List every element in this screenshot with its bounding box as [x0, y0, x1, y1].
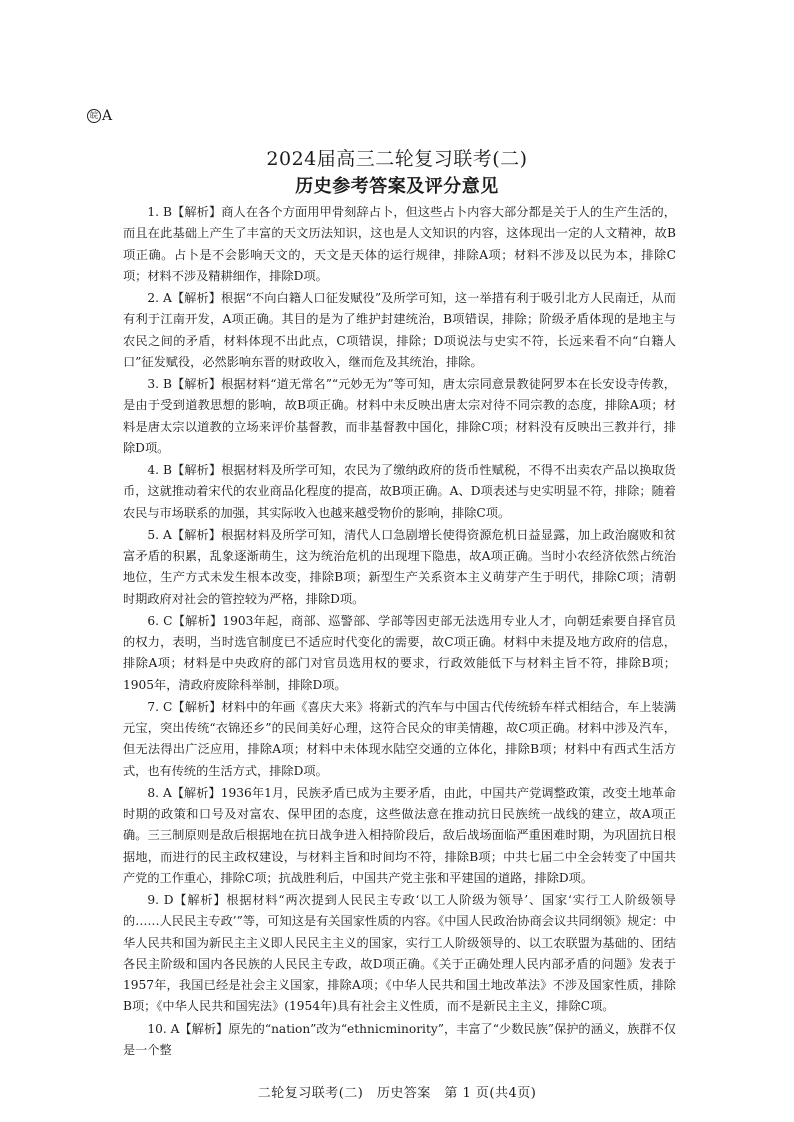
region-seal: 皖: [87, 109, 101, 123]
answer-item-10: 10. A【解析】原先的“nation”改为“ethnicminority”，丰富了“少数民族”保护的涵义，族群不仅是一个整: [123, 1021, 676, 1057]
answer-item-4: 4. B【解析】根据材料及所学可知，农民为了缴纳政府的货币性赋税，不得不出卖农产品以换取货币，这就推动着宋代的农业商品化程度的提高，故B项正确。A、D项表述与史实明显不符，排除；随着农民与市场联系的加强，其实际收入也越来越受物价的影响，排除C项。: [123, 463, 676, 520]
answer-item-6: 6. C【解析】1903年起，商部、巡警部、学部等因吏部无法选用专业人才，向朝廷索要自择官员的权力，表明，当时选官制度已不适应时代变化的需要，故C项正确。材料中未提及地方政府的信息，排除A项；材料是中央政府的部门对官员选用权的要求，行政效能低下与材料主旨不符，排除B项；1905年，清政府废除科举制，排除D项。: [123, 613, 676, 692]
document-subtitle: 历史参考答案及评分意见: [295, 176, 499, 197]
answer-item-2: 2. A【解析】根据“不向白籍人口征发赋役”及所学可知，这一举措有利于吸引北方人民南迁，从而有利于江南开发，A项正确。其目的是为了维护封建统治，B项错误，排除；阶级矛盾体现的是地主与农民之间的矛盾，材料体现不出此点，C项错误，排除；D项说法与史实不符，长远来看不向“白籍人口”征发赋役，必然影响东晋的财政收入，继而危及其统治，排除。: [123, 291, 676, 369]
paper-version-letter: A: [102, 108, 113, 124]
answer-item-9: 9. D【解析】根据材料“两次提到人民民主专政‘以工人阶级为领导’、国家‘实行工人阶级领导的……人民民主专政’”等，可知这是有关国家性质的内容。《中国人民政治协商会议共同纲领》规定：中华人民共和国为新民主主义即人民民主主义的国家，实行工人阶级领导的、以工农联盟为基础的、团结各民主阶级和国内各民族的人民民主专政，故D项正确。《关于正确处理人民内部矛盾的问题》发表于1957年，我国已经是社会主义国家，排除A项；《中华人民共和国土地改革法》不涉及国家性质，排除B项；《中华人民共和国宪法》(1954年)具有社会主义性质，而不是新民主主义，排除C项。: [123, 893, 676, 1014]
page-footer: 二轮复习联考(二) 历史答案 第 1 页(共4页): [257, 1086, 537, 1101]
exam-region-mark: [87, 108, 112, 124]
answer-item-5: 5. A【解析】根据材料及所学可知，清代人口急剧增长使得资源危机日益显露，加上政治腐败和贫富矛盾的积累，乱象逐渐萌生，这为统治危机的出现埋下隐患，故A项正确。当时小农经济依然占统治地位，生产方式未发生根本改变，排除B项；新型生产关系资本主义萌芽产生于明代，排除C项；清朝时期政府对社会的管控较为严格，排除D项。: [123, 527, 676, 606]
answer-item-8: 8. A【解析】1936年1月，民族矛盾已成为主要矛盾，由此，中国共产党调整政策，改变土地革命时期的政策和口号及对富农、保甲团的态度，这些做法意在推动抗日民族统一战线的建立，故A项正确。三三制原则是敌后根据地在抗日战争进入相持阶段后，敌后战场面临严重困难时期，为巩固抗日根据地，而进行的民主政权建设，与材料主旨和时间均不符，排除B项；中共七届二中全会转变了中国共产党的工作重心，排除C项；抗战胜利后，中国共产党主张和平建国的道路，排除D项。: [123, 785, 676, 885]
document-title: 2024届高三二轮复习联考(二): [266, 148, 528, 170]
answer-item-7: 7. C【解析】材料中的年画《喜庆大来》将新式的汽车与中国古代传统轿车样式相结合，车上装满元宝，突出传统“衣锦还乡”的民间美好心理，这符合民众的审美情趣，故C项正确。材料中涉及汽车，但无法得出广泛应用，排除A项；材料中未体现水陆空交通的立体化，排除B项；材料中有西式生活方式，也有传统的生活方式，排除D项。: [123, 699, 676, 778]
answer-item-1: 1. B【解析】商人在各个方面用甲骨刻辞占卜，但这些占卜内容大部分都是关于人的生产生活的，而且在此基础上产生了丰富的天文历法知识，这也是人文知识的内容，这体现出一定的人文精神，故B项正确。占卜是不会影响天文的，天文是天体的运行规律，排除A项；材料不涉及以民为本，排除C项；材料不涉及精耕细作，排除D项。: [123, 205, 676, 283]
answer-list: [123, 202, 676, 1061]
answer-item-3: 3. B【解析】根据材料“道无常名”“元妙无为”等可知，唐太宗同意景教徒阿罗本在长安设寺传教，是由于受到道教思想的影响，故B项正确。材料中未反映出唐太宗对待不同宗教的态度，排除A项；材料是唐太宗以道教的立场来评价基督教，而非基督教中国化，排除C项；材料没有反映出三教并行，排除D项。: [123, 377, 676, 455]
